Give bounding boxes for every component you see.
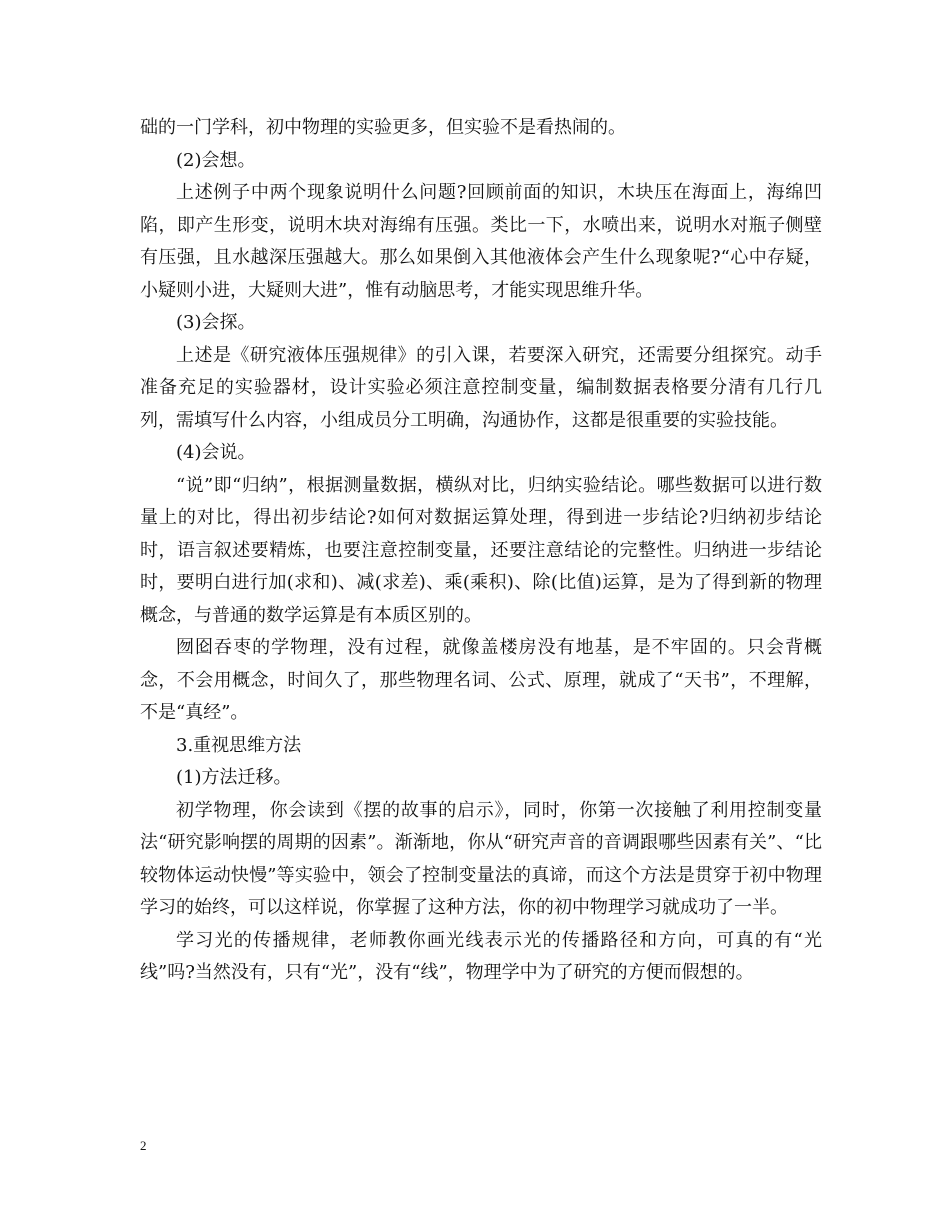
paragraph: 上述例子中两个现象说明什么问题?回顾前面的知识，木块压在海面上，海绵凹陷，即产生形变，说明木块对海绵有压强。类比一下，水喷出来，说明水对瓶子侧壁有压强，且水越深压强越大。那么如果倒入其他液体会产生什么现象呢?“心中存疑，小疑则小进，大疑则大进”，惟有动脑思考，才能实现思维升华。 bbox=[140, 182, 822, 301]
paragraph: 学习光的传播规律，老师教你画光线表示光的传播路径和方向，可真的有“光线”吗?当然没有，只有“光”，没有“线”，物理学中为了研究的方便而假想的。 bbox=[140, 929, 822, 983]
paragraph: “说”即“归纳”，根据测量数据，横纵对比，归纳实验结论。哪些数据可以进行数量上的对比，得出初步结论?如何对数据运算处理，得到进一步结论?归纳初步结论时，语言叙述要精炼，也要注意控制变量，还要注意结论的完整性。归纳进一步结论时，要明白进行加(求和)、减(求差)、乘(乘积)、除(比值)运算，是为了得到新的物理概念，与普通的数学运算是有本质区别的。 bbox=[140, 474, 822, 626]
page-body bbox=[140, 112, 822, 990]
paragraph-heading-think: (2)会想。 bbox=[176, 149, 256, 171]
paragraph-heading-speak: (4)会说。 bbox=[176, 442, 256, 463]
paragraph: 初学物理，你会读到《摆的故事的启示》，同时，你第一次接触了利用控制变量法“研究影响摆的周期的因素”。渐渐地，你从“研究声音的音调跟哪些因素有关”、“比较物体运动快慢”等实验中，领会了控制变量法的真谛，而这个方法是贯穿于初中物理学习的始终，可以这样说，你掌握了这种方法，你的初中物理学习就成功了一半。 bbox=[140, 799, 822, 918]
paragraph-heading-explore: (3)会探。 bbox=[176, 312, 256, 333]
paragraph-continued: 础的一门学科，初中物理的实验更多，但实验不是看热闹的。 bbox=[140, 117, 626, 138]
section-heading: 3.重视思维方法 bbox=[176, 734, 302, 756]
paragraph: 上述是《研究液体压强规律》的引入课，若要深入研究，还需要分组探究。动手准备充足的实验器材，设计实验必须注意控制变量，编制数据表格要分清有几行几列，需填写什么内容，小组成员分工明确，沟通协作，这都是很重要的实验技能。 bbox=[140, 344, 822, 431]
paragraph-heading-method: (1)方法迁移。 bbox=[176, 767, 292, 788]
page-number: 2 bbox=[140, 1138, 147, 1153]
paragraph: 囫囵吞枣的学物理，没有过程，就像盖楼房没有地基，是不牢固的。只会背概念，不会用概念，时间久了，那些物理名词、公式、原理，就成了“天书”，不理解，不是“真经”。 bbox=[140, 637, 822, 723]
